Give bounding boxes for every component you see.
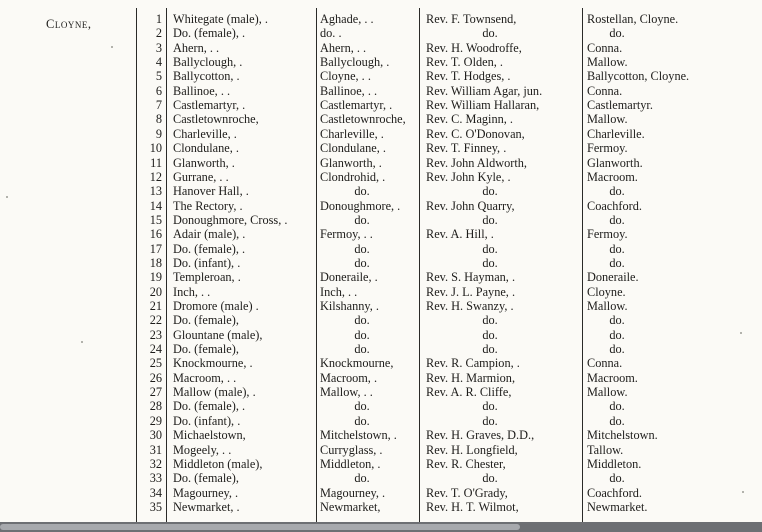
table-row (0, 156, 762, 170)
post-town: Tallow. (587, 442, 624, 457)
post-town: Charleville. (587, 126, 645, 141)
row-number: 4 (155, 55, 162, 70)
row-number: 28 (149, 399, 162, 414)
post-town: Castlemartyr. (587, 98, 653, 113)
table-row (0, 227, 762, 241)
post-town: do. (609, 327, 625, 342)
row-number: 3 (155, 40, 162, 55)
table-row (0, 313, 762, 327)
row-number: 32 (149, 456, 162, 471)
school-name: Do. (female), . (173, 241, 246, 256)
school-name: Adair (male), . (173, 227, 246, 242)
manager-name: do. (482, 399, 498, 414)
post-town: Mallow. (587, 55, 628, 70)
parish-name: Fermoy, . . (320, 227, 373, 242)
parish-name: do. (354, 471, 370, 486)
post-town: Coachford. (587, 198, 642, 213)
row-number: 29 (149, 413, 162, 428)
school-name: Gurrane, . . (173, 169, 229, 184)
school-name: Do. (infant), . (173, 413, 241, 428)
post-town: Rostellan, Cloyne. (587, 12, 679, 26)
manager-name: do. (482, 184, 498, 199)
manager-name: do. (482, 471, 498, 486)
post-town: do. (609, 241, 625, 256)
post-town: do. (609, 413, 625, 428)
table-row (0, 69, 762, 83)
school-name: Mogeely, . . (173, 442, 232, 457)
post-town: do. (609, 471, 625, 486)
manager-name: Rev. H. Graves, D.D., (426, 428, 535, 443)
school-name: Castlemartyr, . (173, 98, 246, 113)
manager-name: do. (482, 413, 498, 428)
row-number: 27 (149, 385, 162, 400)
parish-name: do. (354, 342, 370, 357)
parish-name: Clondrohid, . (320, 169, 386, 184)
row-number: 30 (149, 428, 162, 443)
school-name: Do. (female), (173, 471, 239, 486)
post-town: Mallow. (587, 385, 628, 400)
manager-name: Rev. John Aldworth, (426, 155, 527, 170)
table-row (0, 443, 762, 457)
manager-name: do. (482, 241, 498, 256)
table-row (0, 285, 762, 299)
school-name: Do. (female), (173, 313, 239, 328)
row-number: 23 (149, 327, 162, 342)
manager-name: Rev. H. Marmion, (426, 370, 516, 385)
parish-name: Macroom, . (320, 370, 378, 385)
manager-name: do. (482, 255, 498, 270)
parish-name: Curryglass, . (320, 442, 383, 457)
school-name: Ballyclough, . (173, 55, 243, 70)
parish-name: Doneraile, . (320, 270, 378, 285)
post-town: Newmarket. (587, 499, 648, 514)
table-row (0, 184, 762, 198)
parish-name: do. . (320, 26, 342, 41)
table-row (0, 213, 762, 227)
table-row (0, 342, 762, 356)
parish-name: Clondulane, . (320, 141, 386, 156)
manager-name: Rev. John Quarry, (426, 198, 515, 213)
table-row (0, 486, 762, 500)
table-row (0, 428, 762, 442)
parish-name: Ahern, . . (320, 40, 367, 55)
row-number: 31 (149, 442, 162, 457)
table-row (0, 84, 762, 98)
school-name: Newmarket, . (173, 499, 240, 514)
school-name: Charleville, . (173, 126, 237, 141)
post-town: Conna. (587, 40, 623, 55)
row-number: 18 (149, 255, 162, 270)
post-town: Conna. (587, 83, 623, 98)
row-number: 25 (149, 356, 162, 371)
row-number: 11 (150, 155, 162, 170)
parish-name: Castlemartyr, . (320, 98, 393, 113)
table-row (0, 256, 762, 270)
row-number: 5 (155, 69, 162, 84)
school-name: Inch, . . (173, 284, 211, 299)
post-town: Middleton. (587, 456, 642, 471)
parish-name: do. (354, 327, 370, 342)
manager-name: Rev. A. R. Cliffe, (426, 385, 512, 400)
parish-name: Newmarket, (320, 499, 381, 514)
row-number: 8 (155, 112, 162, 127)
manager-name: Rev. C. O'Donovan, (426, 126, 525, 141)
school-name: Dromore (male) . (173, 299, 259, 313)
post-town: Mallow. (587, 299, 628, 313)
post-town: Macroom. (587, 370, 638, 385)
post-town: Cloyne. (587, 284, 626, 299)
school-name: Do. (female), (173, 342, 239, 357)
school-name: Do. (female), . (173, 26, 246, 41)
table-row (0, 127, 762, 141)
post-town: do. (609, 26, 625, 41)
post-town: Conna. (587, 356, 623, 371)
school-name: Glountane (male), (173, 327, 263, 342)
parish-name: do. (354, 313, 370, 328)
row-number: 34 (149, 485, 162, 500)
row-number: 1 (155, 12, 162, 26)
row-number: 13 (149, 184, 162, 199)
school-name: Whitegate (male), . (173, 12, 268, 26)
row-number: 15 (149, 212, 162, 227)
row-number: 10 (149, 141, 162, 156)
row-number: 16 (149, 227, 162, 242)
manager-name: Rev. T. Hodges, . (426, 69, 511, 84)
school-name: Ballinoe, . . (173, 83, 231, 98)
school-name: Michaelstown, (173, 428, 246, 443)
post-town: do. (609, 184, 625, 199)
row-number: 6 (155, 83, 162, 98)
row-number: 22 (149, 313, 162, 328)
row-number: 19 (149, 270, 162, 285)
table-row (0, 270, 762, 284)
school-name: Donoughmore, Cross, . (173, 212, 288, 227)
parish-name: Castletownroche, (320, 112, 406, 127)
post-town: Fermoy. (587, 227, 628, 242)
parish-name: Cloyne, . . (320, 69, 371, 84)
table-row (0, 199, 762, 213)
diocese-heading: Cloyne, (46, 17, 92, 31)
manager-name: Rev. H. Swanzy, . (426, 299, 514, 313)
school-name: Templeroan, . (173, 270, 241, 285)
row-number: 9 (155, 126, 162, 141)
school-name: Ahern, . . (173, 40, 220, 55)
parish-name: Magourney, . (320, 485, 386, 500)
parish-name: do. (354, 413, 370, 428)
post-town: do. (609, 313, 625, 328)
parish-name: Kilshanny, . (320, 299, 379, 313)
parish-name: do. (354, 241, 370, 256)
manager-name: Rev. H. Woodroffe, (426, 40, 522, 55)
parish-name: Mallow, . . (320, 385, 373, 400)
parish-name: Aghade, . . (320, 12, 374, 26)
table-row (0, 500, 762, 514)
post-town: Doneraile. (587, 270, 639, 285)
table-row (0, 457, 762, 471)
table-row (0, 414, 762, 428)
school-name: Macroom, . . (173, 370, 237, 385)
manager-name: Rev. R. Campion, . (426, 356, 520, 371)
school-name: Ballycotton, . (173, 69, 240, 84)
school-name: Castletownroche, (173, 112, 259, 127)
table-row (0, 41, 762, 55)
manager-name: do. (482, 327, 498, 342)
row-number: 33 (149, 471, 162, 486)
manager-name: Rev. A. Hill, . (426, 227, 494, 242)
parish-name: do. (354, 399, 370, 414)
manager-name: Rev. R. Chester, (426, 456, 506, 471)
parish-name: do. (354, 184, 370, 199)
table-row (0, 299, 762, 313)
row-number: 21 (149, 299, 162, 313)
post-town: Mitchelstown. (587, 428, 658, 443)
school-name: Mallow (male), . (173, 385, 256, 400)
table-row (0, 112, 762, 126)
table-row (0, 55, 762, 69)
manager-name: Rev. William Agar, jun. (426, 83, 543, 98)
parish-name: Charleville, . (320, 126, 384, 141)
table-row (0, 371, 762, 385)
row-number: 35 (149, 499, 162, 514)
school-name: Do. (female), . (173, 399, 246, 414)
scrollbar-thumb[interactable] (0, 524, 520, 530)
row-number: 12 (149, 169, 162, 184)
table-row (0, 242, 762, 256)
school-name: Magourney, . (173, 485, 239, 500)
table-row (0, 26, 762, 40)
parish-name: Donoughmore, . (320, 198, 401, 213)
post-town: Fermoy. (587, 141, 628, 156)
manager-name: do. (482, 313, 498, 328)
parish-name: Middleton, . (320, 456, 381, 471)
row-number: 7 (155, 98, 162, 113)
table-row (0, 12, 762, 26)
manager-name: Rev. T. O'Grady, (426, 485, 508, 500)
table-row (0, 170, 762, 184)
school-name: Knockmourne, . (173, 356, 253, 371)
school-name: Do. (infant), . (173, 255, 241, 270)
row-number: 26 (149, 370, 162, 385)
post-town: Macroom. (587, 169, 638, 184)
table-row (0, 98, 762, 112)
manager-name: Rev. H. T. Wilmot, (426, 499, 519, 514)
parish-name: do. (354, 255, 370, 270)
post-town: do. (609, 255, 625, 270)
table-row (0, 356, 762, 370)
parish-name: Ballyclough, . (320, 55, 390, 70)
school-name: Glanworth, . (173, 155, 235, 170)
table-row (0, 385, 762, 399)
manager-name: Rev. John Kyle, . (426, 169, 511, 184)
row-number: 20 (149, 284, 162, 299)
manager-name: Rev. J. L. Payne, . (426, 284, 516, 299)
school-name: Clondulane, . (173, 141, 239, 156)
parish-name: Mitchelstown, . (320, 428, 397, 443)
manager-name: do. (482, 342, 498, 357)
parish-name: Ballinoe, . . (320, 83, 378, 98)
parish-name: Inch, . . (320, 284, 358, 299)
row-number: 14 (149, 198, 162, 213)
table-row (0, 328, 762, 342)
manager-name: Rev. William Hallaran, (426, 98, 540, 113)
post-town: Coachford. (587, 485, 642, 500)
post-town: do. (609, 399, 625, 414)
manager-name: Rev. T. Finney, . (426, 141, 507, 156)
post-town: Glanworth. (587, 155, 643, 170)
post-town: Ballycotton, Cloyne. (587, 69, 690, 84)
manager-name: Rev. S. Hayman, . (426, 270, 516, 285)
parish-name: do. (354, 212, 370, 227)
row-number: 2 (155, 26, 162, 41)
manager-name: do. (482, 26, 498, 41)
school-name: Hanover Hall, . (173, 184, 249, 199)
table-row (0, 399, 762, 413)
manager-name: do. (482, 212, 498, 227)
school-name: The Rectory, . (173, 198, 243, 213)
parish-name: Glanworth, . (320, 155, 382, 170)
table-row (0, 141, 762, 155)
post-town: do. (609, 212, 625, 227)
school-name: Middleton (male), (173, 456, 263, 471)
parish-name: Knockmourne, (320, 356, 394, 371)
row-number: 17 (149, 241, 162, 256)
manager-name: Rev. H. Longfield, (426, 442, 518, 457)
horizontal-scrollbar[interactable] (0, 522, 762, 532)
post-town: Mallow. (587, 112, 628, 127)
manager-name: Rev. T. Olden, . (426, 55, 503, 70)
table-row (0, 471, 762, 485)
post-town: do. (609, 342, 625, 357)
manager-name: Rev. C. Maginn, . (426, 112, 513, 127)
row-number: 24 (149, 342, 162, 357)
manager-name: Rev. F. Townsend, (426, 12, 517, 26)
